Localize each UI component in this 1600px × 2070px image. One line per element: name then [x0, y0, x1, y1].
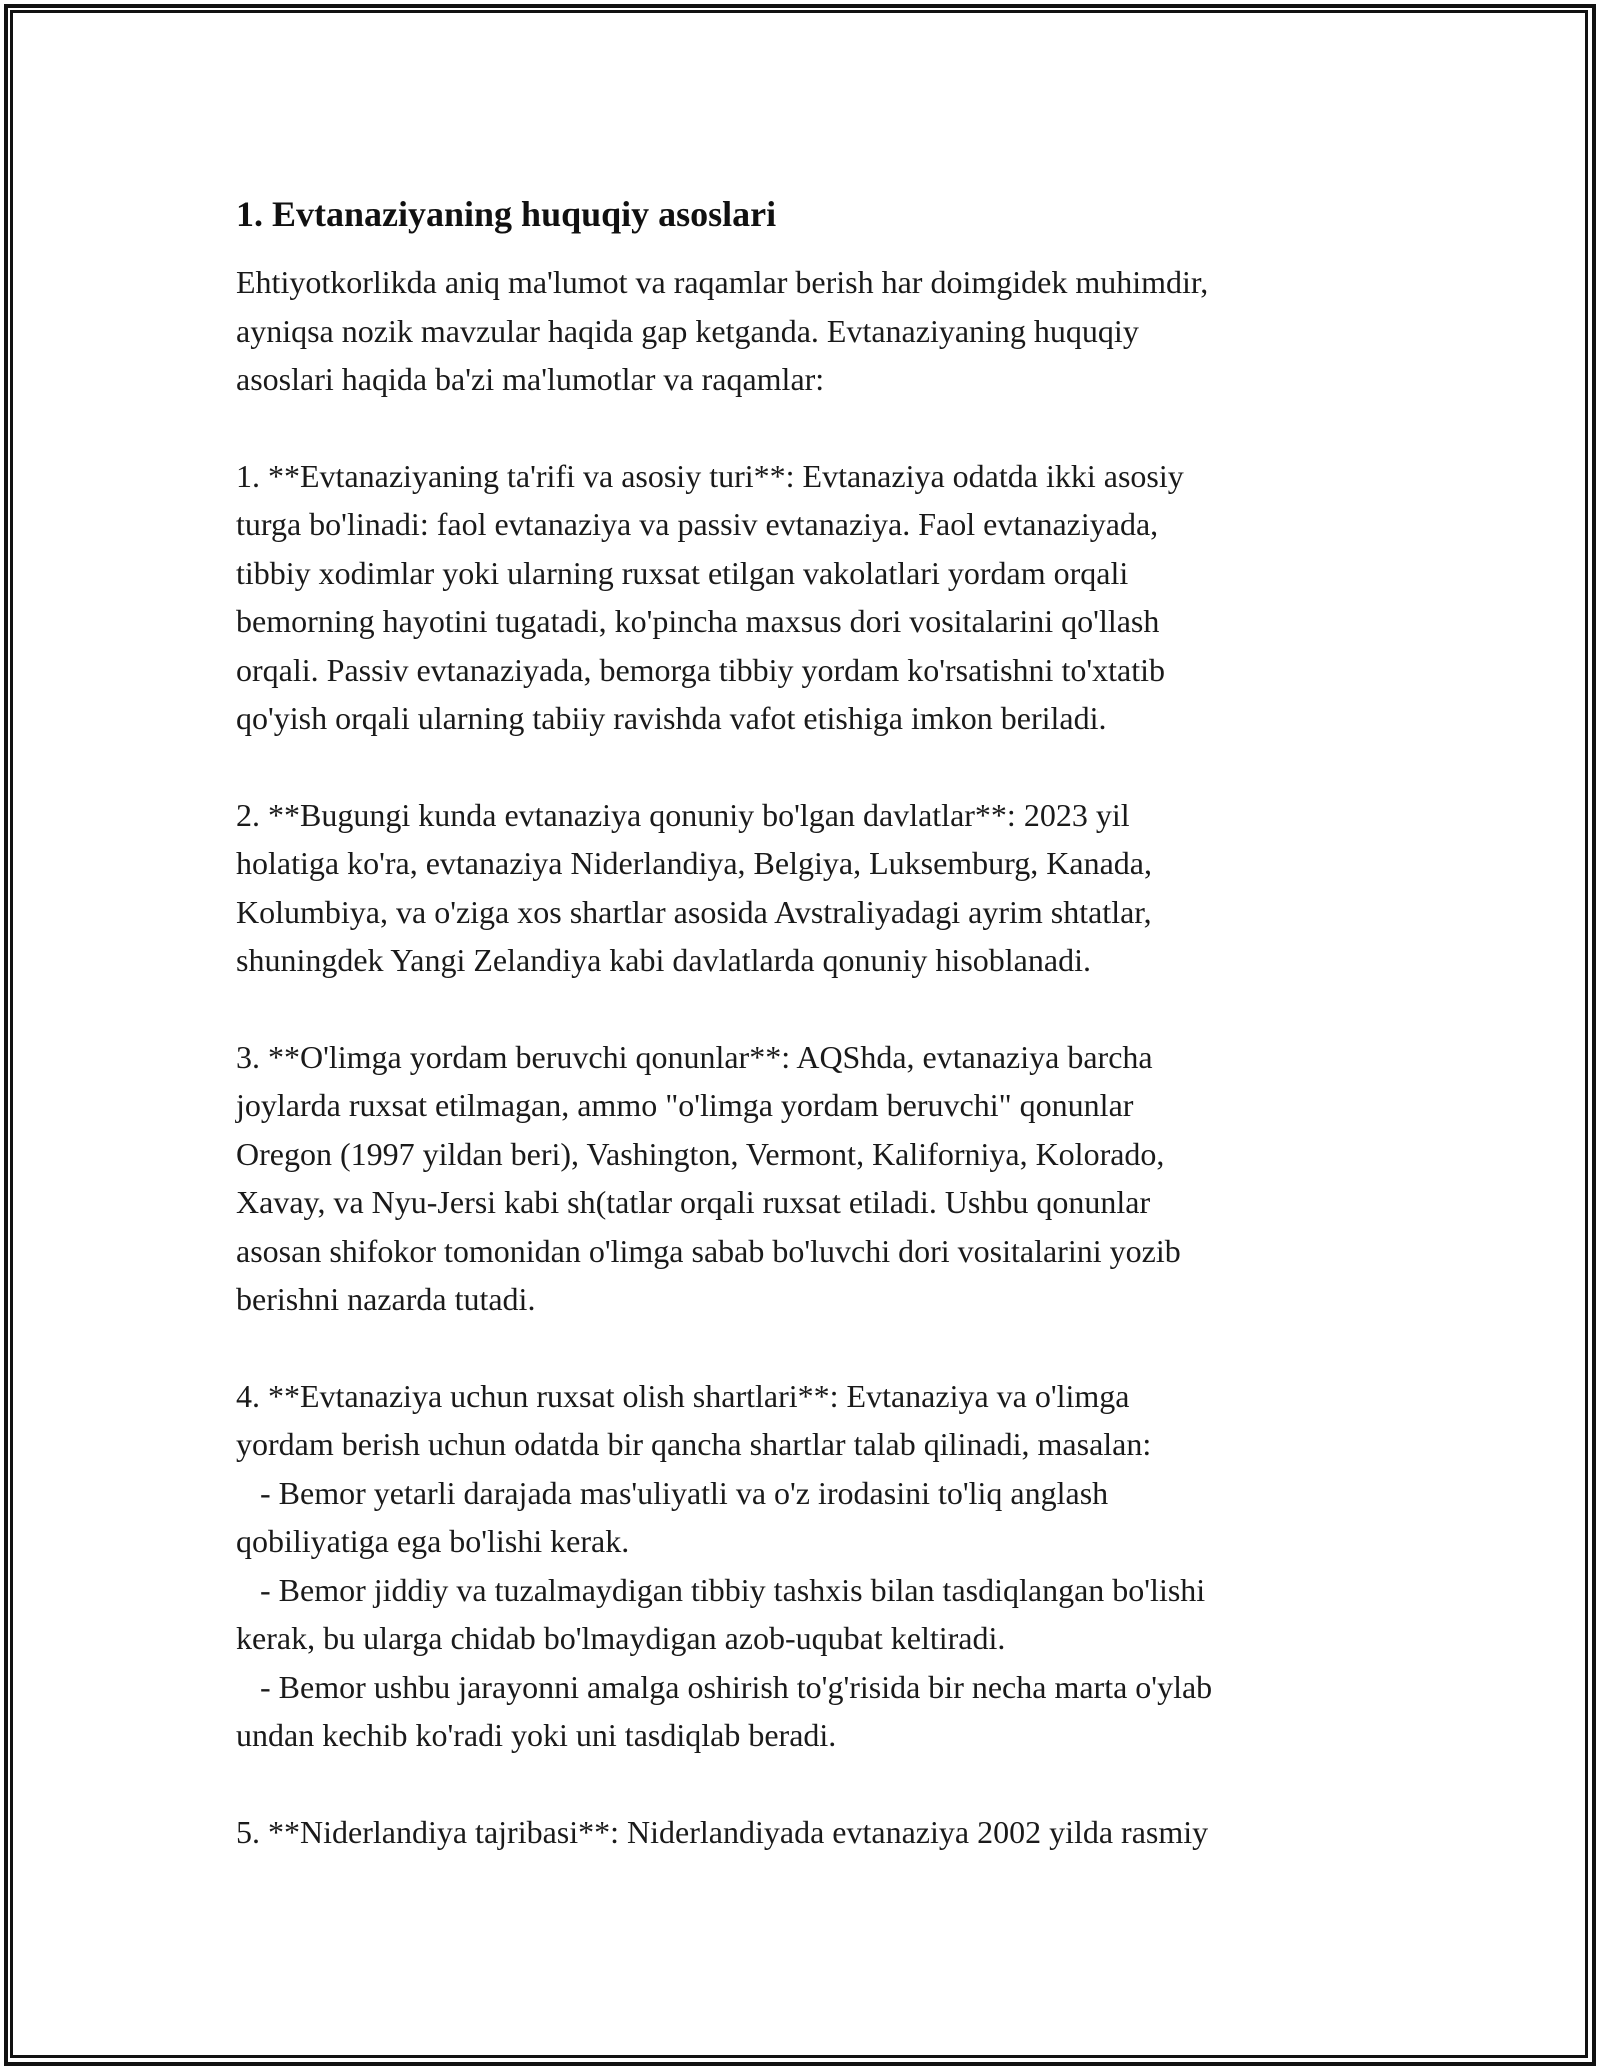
- text-line: joylarda ruxsat etilmagan, ammo "o'limga yordam beruvchi" qonunlar: [236, 1087, 1134, 1123]
- text-line: orqali. Passiv evtanaziyada, bemorga tibbiy yordam ko'rsatishni to'xtatib: [236, 651, 1165, 688]
- text-line: asoslari haqida ba'zi ma'lumotlar va raqamlar:: [236, 361, 825, 397]
- text-line: 4. **Evtanaziya uchun ruxsat olish shartlari**: Evtanaziya va o'limga: [236, 1377, 1130, 1414]
- text-line: 1. **Evtanaziyaning ta'rifi va asosiy turi**: Evtanaziya odatda ikki asosiy: [236, 457, 1184, 494]
- paragraph-list: [236, 258, 1376, 1856]
- text-line: Xavay, va Nyu-Jersi kabi sh(tatlar orqali ruxsat etiladi. Ushbu qonunlar: [236, 1184, 1151, 1220]
- text-line: bemorning hayotini tugatadi, ko'pincha maxsus dori vositalarini qo'llash: [236, 603, 1160, 639]
- text-line: kerak, bu ularga chidab bo'lmaydigan azob-uqubat keltiradi.: [236, 1620, 1006, 1656]
- text-line: Kolumbiya, va o'ziga xos shartlar asosida Avstraliyadagi ayrim shtatlar,: [236, 893, 1152, 930]
- text-line: shuningdek Yangi Zelandiya kabi davlatlarda qonuniy hisoblanadi.: [236, 942, 1091, 978]
- document-body: [236, 190, 1376, 1904]
- text-line: holatiga ko'ra, evtanaziya Niderlandiya, Belgiya, Luksemburg, Kanada,: [236, 845, 1152, 881]
- paragraph: [236, 1033, 1376, 1324]
- paragraph: [236, 1372, 1376, 1760]
- text-line: berishni nazarda tutadi.: [236, 1281, 536, 1317]
- text-line: 5. **Niderlandiya tajribasi**: Niderlandiyada evtanaziya 2002 yilda rasmiy: [236, 1813, 1209, 1850]
- text-line: asosan shifokor tomonidan o'limga sabab bo'luvchi dori vositalarini yozib: [236, 1232, 1181, 1269]
- text-line: Oregon (1997 yildan beri), Vashington, Vermont, Kaliforniya, Kolorado,: [236, 1135, 1165, 1172]
- text-line: qobiliyatiga ega bo'lishi kerak.: [236, 1523, 630, 1559]
- paragraph: [236, 452, 1376, 743]
- text-line: ayniqsa nozik mavzular haqida gap ketganda. Evtanaziyaning huquqiy: [236, 312, 1139, 349]
- text-line: Ehtiyotkorlikda aniq ma'lumot va raqamlar berish har doimgidek muhimdir,: [236, 264, 1209, 300]
- text-line: 3. **O'limga yordam beruvchi qonunlar**: AQShda, evtanaziya barcha: [236, 1038, 1153, 1075]
- text-line: yordam berish uchun odatda bir qancha shartlar talab qilinadi, masalan:: [236, 1426, 1152, 1462]
- paragraph: [236, 1808, 1376, 1857]
- text-line: - Bemor yetarli darajada mas'uliyatli va o'z irodasini to'liq anglash: [236, 1474, 1109, 1511]
- text-line: qo'yish orqali ularning tabiiy ravishda vafot etishiga imkon beriladi.: [236, 700, 1107, 736]
- paragraph: [236, 791, 1376, 985]
- text-line: undan kechib ko'radi yoki uni tasdiqlab beradi.: [236, 1717, 837, 1753]
- text-line: - Bemor ushbu jarayonni amalga oshirish to'g'risida bir necha marta o'ylab: [236, 1668, 1213, 1705]
- text-line: tibbiy xodimlar yoki ularning ruxsat etilgan vakolatlari yordam orqali: [236, 554, 1129, 591]
- text-line: turga bo'linadi: faol evtanaziya va passiv evtanaziya. Faol evtanaziyada,: [236, 506, 1159, 542]
- section-title: 1. Evtanaziyaning huquqiy asoslari: [236, 194, 777, 234]
- text-line: - Bemor jiddiy va tuzalmaydigan tibbiy tashxis bilan tasdiqlangan bo'lishi: [236, 1571, 1206, 1608]
- text-line: 2. **Bugungi kunda evtanaziya qonuniy bo'lgan davlatlar**: 2023 yil: [236, 796, 1130, 833]
- paragraph: [236, 258, 1376, 404]
